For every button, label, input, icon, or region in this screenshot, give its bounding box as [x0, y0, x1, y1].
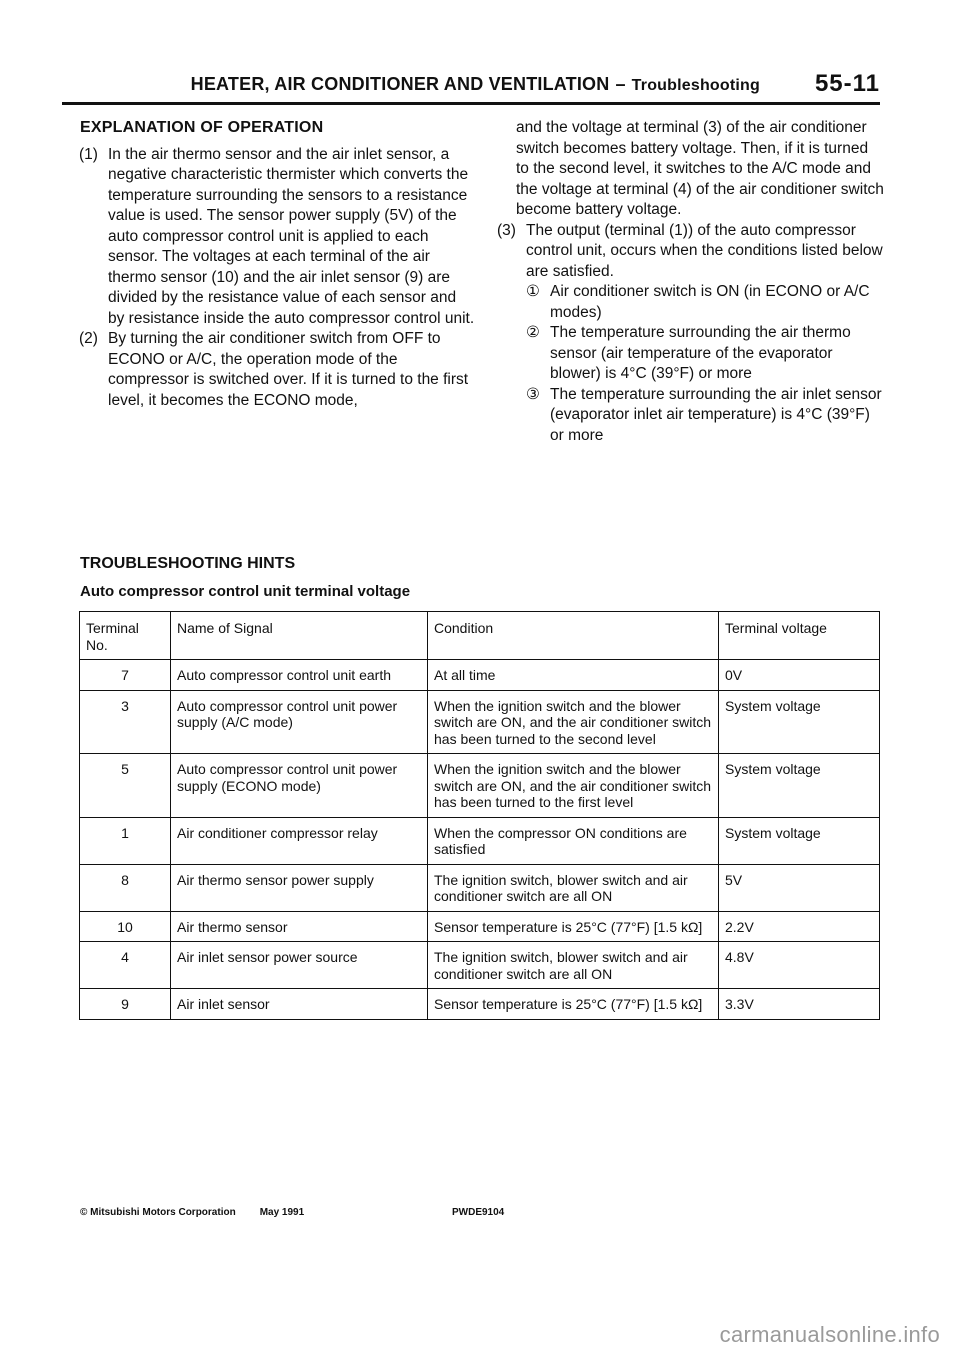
cell-signal: Air thermo sensor — [171, 911, 428, 942]
cell-condition: Sensor temperature is 25°C (77°F) [1.5 kΩ] — [428, 911, 719, 942]
explanation-item-1 — [80, 145, 476, 330]
cell-signal: Air conditioner compressor relay — [171, 817, 428, 864]
cell-voltage: 4.8V — [719, 942, 880, 989]
item-text: The output (terminal (1)) of the auto compressor control unit, occurs when the conditions listed below are satisfied. — [526, 221, 883, 280]
table-row — [80, 817, 880, 864]
footer-date: May 1991 — [259, 1207, 305, 1218]
cell-terminal: 3 — [80, 690, 171, 754]
footer-doc-code: PWDE9104 — [452, 1207, 505, 1218]
left-column — [80, 118, 476, 411]
condition-item — [526, 385, 884, 447]
explanation-item-2 — [80, 329, 476, 411]
condition-text: The temperature surrounding the air inlet sensor (evaporator inlet air temperature) is 4°C (39°F) or more — [550, 385, 882, 444]
item-text: In the air thermo sensor and the air inlet sensor, a negative characteristic thermister which converts the temperature surrounding the sensors to a resistance value is used. The sensor power supply (5V) of the auto compressor control unit is applied to each sensor. The voltages at each terminal of the air thermo sensor (10) and the air inlet sensor (9) are divided by the resistance value of each sensor and by resistance inside the auto compressor control unit. — [108, 145, 475, 327]
table-header-row — [80, 612, 880, 660]
cell-signal: Air thermo sensor power supply — [171, 864, 428, 911]
cell-terminal: 7 — [80, 660, 171, 691]
item-text: By turning the air conditioner switch from OFF to ECONO or A/C, the operation mode of the compressor is switched over. If it is turned to the first level, it becomes the ECONO mode, — [108, 330, 469, 409]
cell-voltage: 0V — [719, 660, 880, 691]
cell-condition: The ignition switch, blower switch and air conditioner switch are all ON — [428, 942, 719, 989]
header-terminal-voltage: Terminal voltage — [719, 612, 880, 660]
table-row — [80, 942, 880, 989]
header-signal-name: Name of Signal — [171, 612, 428, 660]
cell-signal: Auto compressor control unit earth — [171, 660, 428, 691]
condition-item — [526, 323, 884, 385]
cell-condition: Sensor temperature is 25°C (77°F) [1.5 kΩ] — [428, 989, 719, 1020]
table-title: Auto compressor control unit terminal voltage — [80, 583, 411, 600]
condition-text: Air conditioner switch is ON (in ECONO or A/C modes) — [550, 283, 870, 321]
troubleshooting-hints-title: TROUBLESHOOTING HINTS — [80, 555, 296, 572]
footer-copyright: © Mitsubishi Motors Corporation — [80, 1207, 236, 1218]
circled-number: ① — [526, 283, 540, 300]
table-row — [80, 754, 880, 818]
page-number: 55-11 — [814, 70, 880, 97]
header-title — [191, 74, 760, 95]
page-header — [62, 72, 880, 105]
circled-number: ③ — [526, 385, 540, 403]
watermark-link[interactable]: carmanualsonline.info — [719, 1322, 940, 1347]
circled-number: ② — [526, 324, 540, 341]
cell-condition: When the ignition switch and the blower switch are ON, and the air conditioner switch has been turned to the second level — [428, 690, 719, 754]
cell-condition: When the ignition switch and the blower switch are ON, and the air conditioner switch has been turned to the first level — [428, 754, 719, 818]
header-main-title: HEATER, AIR CONDITIONER AND VENTILATION — [190, 74, 610, 94]
cell-signal: Air inlet sensor power source — [171, 942, 428, 989]
cell-condition: At all time — [428, 660, 719, 691]
condition-list — [498, 282, 884, 446]
condition-item — [526, 282, 884, 323]
cell-voltage: System voltage — [719, 690, 880, 754]
item-number: (3) — [497, 221, 516, 239]
cell-terminal: 5 — [80, 754, 171, 818]
cell-terminal: 1 — [80, 817, 171, 864]
header-dash: – — [615, 74, 626, 94]
page-footer — [80, 1207, 505, 1218]
cell-signal: Auto compressor control unit power supply (ECONO mode) — [171, 754, 428, 818]
explanation-title: EXPLANATION OF OPERATION — [80, 119, 324, 136]
cell-condition: The ignition switch, blower switch and air conditioner switch are all ON — [428, 864, 719, 911]
right-column — [498, 118, 884, 446]
cell-signal: Air inlet sensor — [171, 989, 428, 1020]
cell-terminal: 8 — [80, 864, 171, 911]
header-subtitle: Troubleshooting — [631, 77, 760, 94]
header-condition: Condition — [428, 612, 719, 660]
cell-terminal: 10 — [80, 911, 171, 942]
terminal-voltage-table — [79, 611, 880, 1020]
item-number: (1) — [79, 145, 98, 163]
cell-voltage: 3.3V — [719, 989, 880, 1020]
table-row — [80, 660, 880, 691]
header-terminal-no: Terminal No. — [80, 612, 171, 660]
item-number: (2) — [79, 330, 98, 347]
table-row — [80, 989, 880, 1020]
cell-signal: Auto compressor control unit power supply (A/C mode) — [171, 690, 428, 754]
cell-condition: When the compressor ON conditions are satisfied — [428, 817, 719, 864]
cell-voltage: System voltage — [719, 817, 880, 864]
cell-voltage: System voltage — [719, 754, 880, 818]
table-row — [80, 911, 880, 942]
cell-voltage: 2.2V — [719, 911, 880, 942]
cell-terminal: 9 — [80, 989, 171, 1020]
table-row — [80, 690, 880, 754]
condition-text: The temperature surrounding the air thermo sensor (air temperature of the evaporator blower) is 4°C (39°F) or more — [550, 324, 851, 382]
table-row — [80, 864, 880, 911]
explanation-continuation: and the voltage at terminal (3) of the air conditioner switch becomes battery voltage. Then, if it is turned to the second level, it switches to the A/C mode and the voltage at terminal (4) of the air conditioner switch become battery voltage. — [516, 119, 884, 218]
cell-terminal: 4 — [80, 942, 171, 989]
cell-voltage: 5V — [719, 864, 880, 911]
explanation-item-3 — [498, 221, 884, 283]
